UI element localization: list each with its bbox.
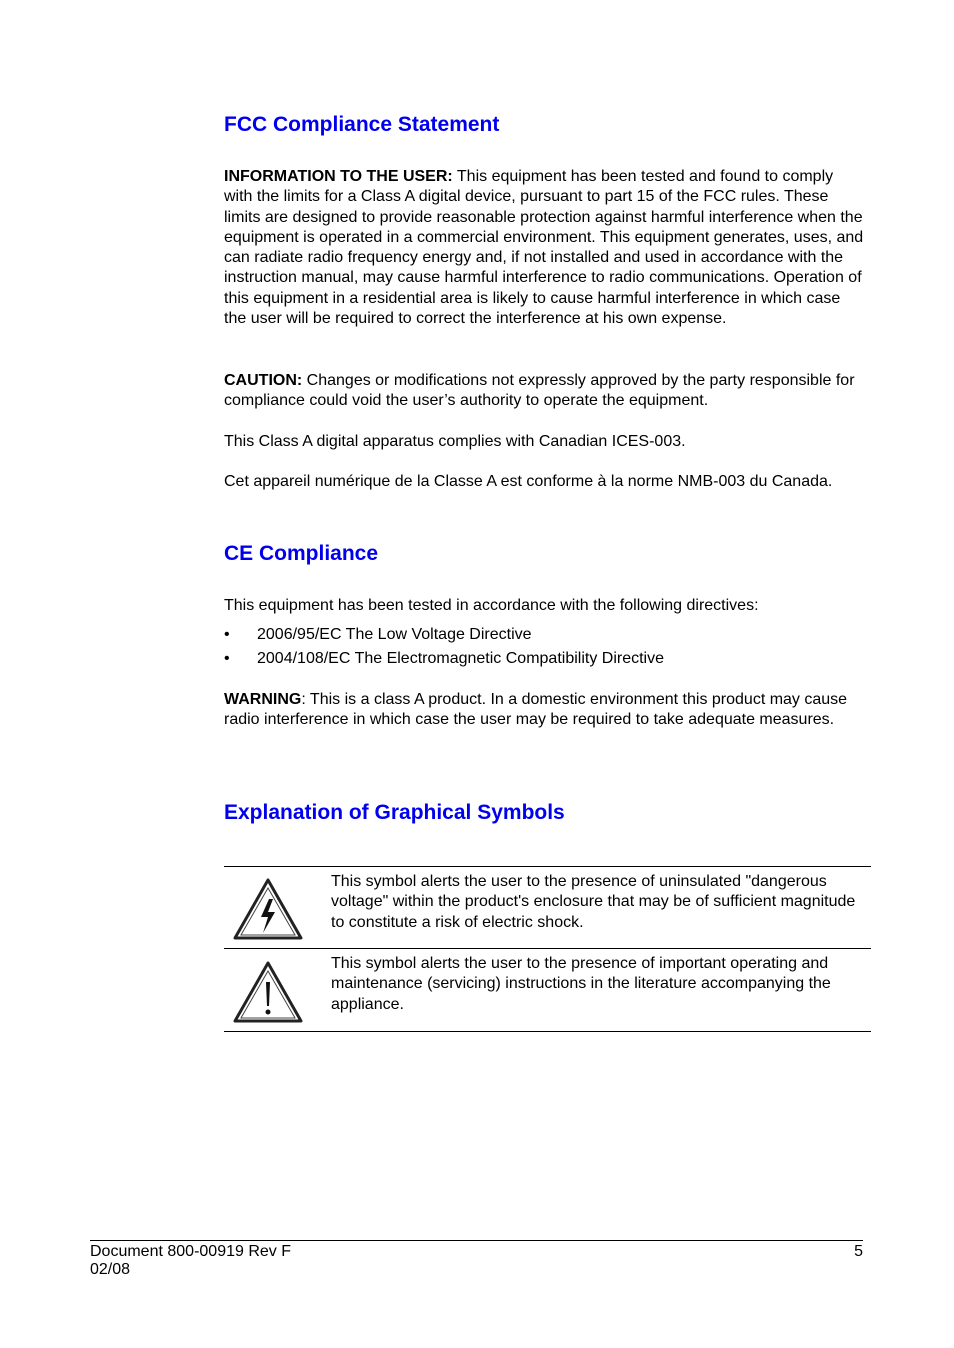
warning-text: : This is a class A product. In a domestic environment this product may cause radio interference in which case the user may be required to take adequate measures. (224, 691, 848, 729)
caution-text: Changes or modifications not expressly approved by the party responsible for compliance could void the user’s authority to operate the equipment. (224, 372, 855, 410)
fcc-caution-paragraph (224, 371, 864, 412)
list-item: • 2004/108/EC The Electromagnetic Compatibility Directive (224, 647, 864, 671)
warning-label: WARNING (224, 691, 302, 708)
caution-label: CAUTION: (224, 372, 303, 389)
canada-english-statement: This Class A digital apparatus complies with Canadian ICES-003. (224, 433, 686, 450)
ce-heading: CE Compliance (224, 542, 379, 565)
ce-intro: This equipment has been tested in accordance with the following directives: (224, 597, 759, 614)
fcc-heading: FCC Compliance Statement (224, 113, 500, 136)
symbol-description: This symbol alerts the user to the presence of important operating and maintenance (servicing) instructions in the literature accompanying the appliance. (331, 955, 831, 1013)
fcc-info-paragraph (224, 167, 864, 329)
canada-french-statement: Cet appareil numérique de la Classe A est conforme à la norme NMB-003 du Canada. (224, 473, 833, 490)
symbol-description: This symbol alerts the user to the presence of uninsulated "dangerous voltage" within the product's enclosure that may be of sufficient magnitude to constitute a risk of electric shock. (331, 873, 856, 931)
info-text: This equipment has been tested and found to comply with the limits for a Class A digital device, pursuant to part 15 of the FCC rules. These limits are designed to provide reasonable protection against harmful interference when the equipment is operated in a commercial environment. This equipment generates, uses, and can radiate radio frequency energy and, if not installed and used in accordance with the instruction manual, may cause harmful interference to radio communications. Operation of this equipment in a residential area is likely to cause harmful interference in which case the user will be required to correct the interference at his own expense. (224, 168, 864, 328)
bullet: • (224, 626, 230, 643)
bullet: • (224, 650, 230, 667)
document-date: 02/08 (90, 1261, 131, 1278)
symbols-heading: Explanation of Graphical Symbols (224, 801, 565, 824)
page-number: 5 (854, 1243, 863, 1260)
lightning-warning-icon (232, 877, 304, 946)
ce-warning-paragraph (224, 690, 864, 731)
footer-left (90, 1243, 291, 1279)
info-label: INFORMATION TO THE USER: (224, 168, 453, 185)
symbols-table (224, 866, 871, 1032)
exclamation-warning-icon (232, 960, 304, 1029)
table-row (224, 948, 871, 1032)
list-item: • 2006/95/EC The Low Voltage Directive (224, 623, 864, 647)
document-number: Document 800-00919 Rev F (90, 1243, 291, 1260)
table-row (224, 866, 871, 948)
page-footer (90, 1240, 863, 1278)
directives-list (224, 623, 864, 671)
